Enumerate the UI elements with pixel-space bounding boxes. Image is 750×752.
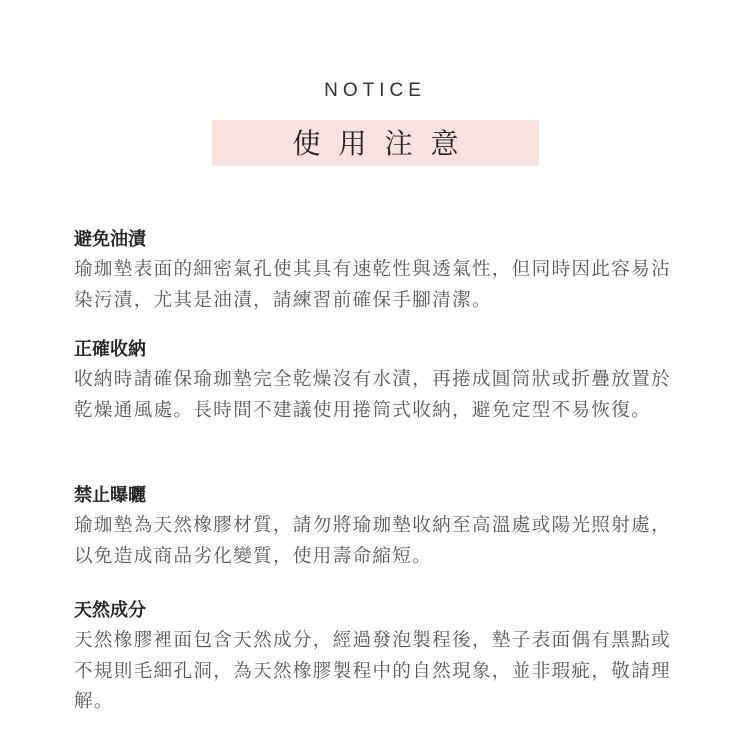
page-title: 使用注意 — [212, 120, 539, 166]
section-body: 天然橡膠裡面包含天然成分，經過發泡製程後，墊子表面偶有黑點或不規則毛細孔洞，為天然橡膠製程中的自然現象，並非瑕疵，敬請理解。 — [74, 630, 672, 712]
section-body: 瑜珈墊為天然橡膠材質，請勿將瑜珈墊收納至高溫處或陽光照射處，以免造成商品劣化變質，使用壽命縮短。 — [74, 515, 672, 567]
section-body: 收納時請確保瑜珈墊完全乾燥沒有水漬，再捲成圓筒狀或折疊放置於乾燥通風處。長時間不建議使用捲筒式收納，避免定型不易恢復。 — [74, 369, 672, 421]
section-title: 禁止曝曬 — [74, 485, 146, 506]
notice-section-oil-stains — [74, 225, 684, 316]
section-title: 避免油漬 — [74, 229, 146, 250]
section-body: 瑜珈墊表面的細密氣孔使其具有速乾性與透氣性，但同時因此容易沾染污漬，尤其是油漬，請練習前確保手腳清潔。 — [74, 259, 672, 311]
notice-section-storage — [74, 335, 684, 426]
section-title: 天然成分 — [74, 600, 146, 621]
notice-label: NOTICE — [324, 80, 426, 101]
notice-section-natural-ingredients — [74, 596, 684, 718]
notice-section-sun-exposure — [74, 481, 684, 572]
section-title: 正確收納 — [74, 339, 146, 360]
